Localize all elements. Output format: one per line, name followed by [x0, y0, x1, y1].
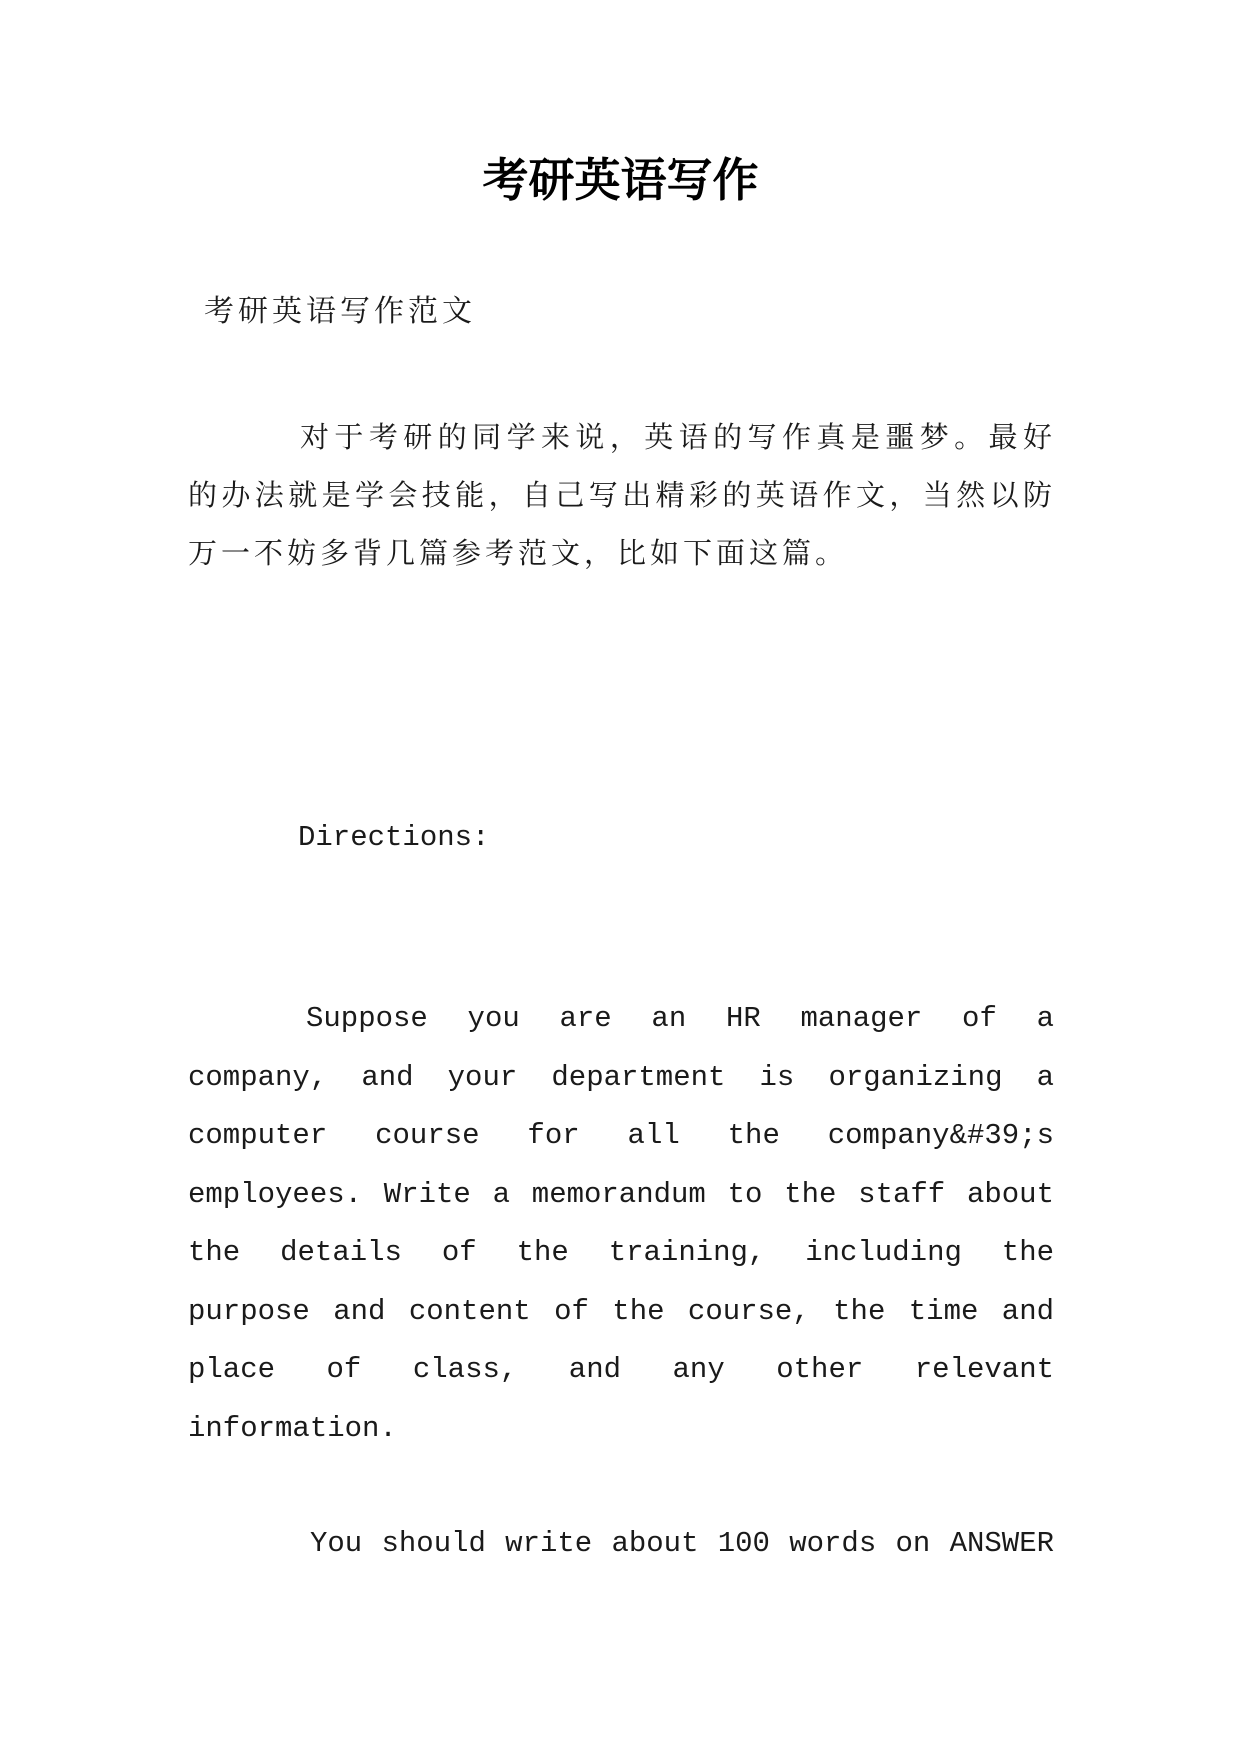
document-subtitle: 考研英语写作范文: [204, 294, 476, 329]
word-count-line: You should write about 100 words on ANSWER: [310, 1527, 1054, 1560]
directions-paragraph: Suppose you are an HR manager of a company, and your department is organizing a computer course for all the company&#39;s employees. Write a memorandum to the staff about the details of the training, including the purpose and content of the course, the time and place of class, and any other relevant information.: [188, 1002, 1054, 1445]
page-title: 考研英语写作: [482, 153, 759, 207]
directions-label: Directions:: [298, 821, 490, 854]
intro-paragraph: 对于考研的同学来说，英语的写作真是噩梦。最好的办法就是学会技能，自己写出精彩的英语作文，当然以防万一不妨多背几篇参考范文，比如下面这篇。: [188, 420, 1056, 570]
